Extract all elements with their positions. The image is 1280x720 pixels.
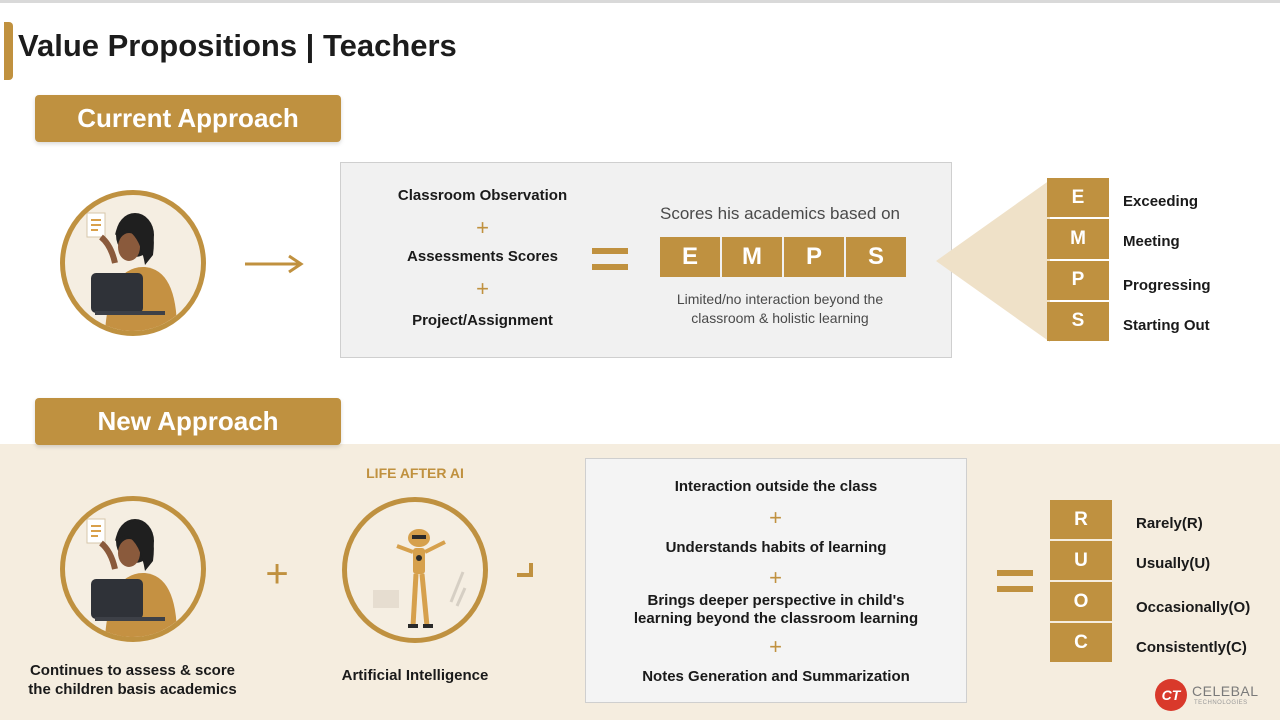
page-title: Value Propositions | Teachers [18,28,457,63]
ai-caption: Artificial Intelligence [341,667,489,684]
benefit-notes: Notes Generation and Summarization [642,668,910,685]
grade-label-exceeding: Exceeding [1123,193,1199,210]
teacher-caption-line1: Continues to assess & score [29,662,236,679]
grade-label-consistently: Consistently(C) [1136,639,1247,656]
ai-robot-illustration [342,497,488,643]
robot-icon [347,502,483,638]
grade-letter-p: P [1047,261,1109,300]
input-classroom-observation: Classroom Observation [397,187,568,204]
grade-letter-o: O [1050,582,1112,621]
letter-s: S [846,237,906,277]
letter-p: P [784,237,844,277]
input-project-assignment: Project/Assignment [412,312,553,329]
letter-e: E [660,237,720,277]
brand-name: CELEBAL [1192,683,1259,699]
plus-sign-large: + [265,552,289,596]
scores-based-on-text: Scores his academics based on [659,204,901,223]
plus-sign: + [476,215,489,240]
title-accent-bar [4,22,13,80]
benefit-habits: Understands habits of learning [665,539,887,556]
letter-m: M [722,237,782,277]
limitation-text-line1: Limited/no interaction beyond the [676,291,884,307]
teacher-laptop-icon [65,501,201,637]
grade-label-progressing: Progressing [1123,277,1211,294]
equals-icon [592,248,628,270]
equals-icon [997,570,1033,592]
benefit-perspective-line1: Brings deeper perspective in child's [647,592,905,609]
input-assessment-scores: Assessments Scores [407,248,558,265]
limitation-text-line2: classroom & holistic learning [691,310,869,326]
grade-letter-r: R [1050,500,1112,539]
plus-sign: + [769,505,782,530]
current-approach-heading: Current Approach [35,95,341,142]
current-grade-column [1047,178,1109,341]
right-arrow-icon [243,253,305,275]
teacher-illustration [60,190,206,336]
benefit-perspective-line2: learning beyond the classroom learning [633,610,919,627]
grade-letter-u: U [1050,541,1112,580]
teacher-laptop-icon [65,195,201,331]
grade-label-starting-out: Starting Out [1123,317,1210,334]
callout-wedge [932,178,1052,344]
life-after-ai-label: LIFE AFTER AI [366,465,464,481]
grade-label-usually: Usually(U) [1136,555,1211,572]
new-grade-column [1050,500,1112,662]
grade-label-occasionally: Occasionally(O) [1136,599,1251,616]
plus-sign: + [476,276,489,301]
empс-letter-bar [660,237,906,277]
grade-label-rarely: Rarely(R) [1136,515,1203,532]
plus-sign: + [769,565,782,590]
benefit-interaction: Interaction outside the class [674,478,878,495]
grade-letter-c: C [1050,623,1112,662]
new-approach-heading: New Approach [35,398,341,445]
grade-letter-s: S [1047,302,1109,341]
teacher-illustration-new [60,496,206,642]
brand-sub: TECHNOLOGIES [1194,700,1248,706]
grade-letter-m: M [1047,219,1109,258]
corner-bracket-icon [514,560,536,580]
celebal-logo-icon: CT [1155,679,1187,711]
grade-label-meeting: Meeting [1123,233,1180,250]
teacher-caption-line2: the children basis academics [28,681,237,698]
top-divider [0,0,1280,3]
plus-sign: + [769,634,782,659]
grade-letter-e: E [1047,178,1109,217]
